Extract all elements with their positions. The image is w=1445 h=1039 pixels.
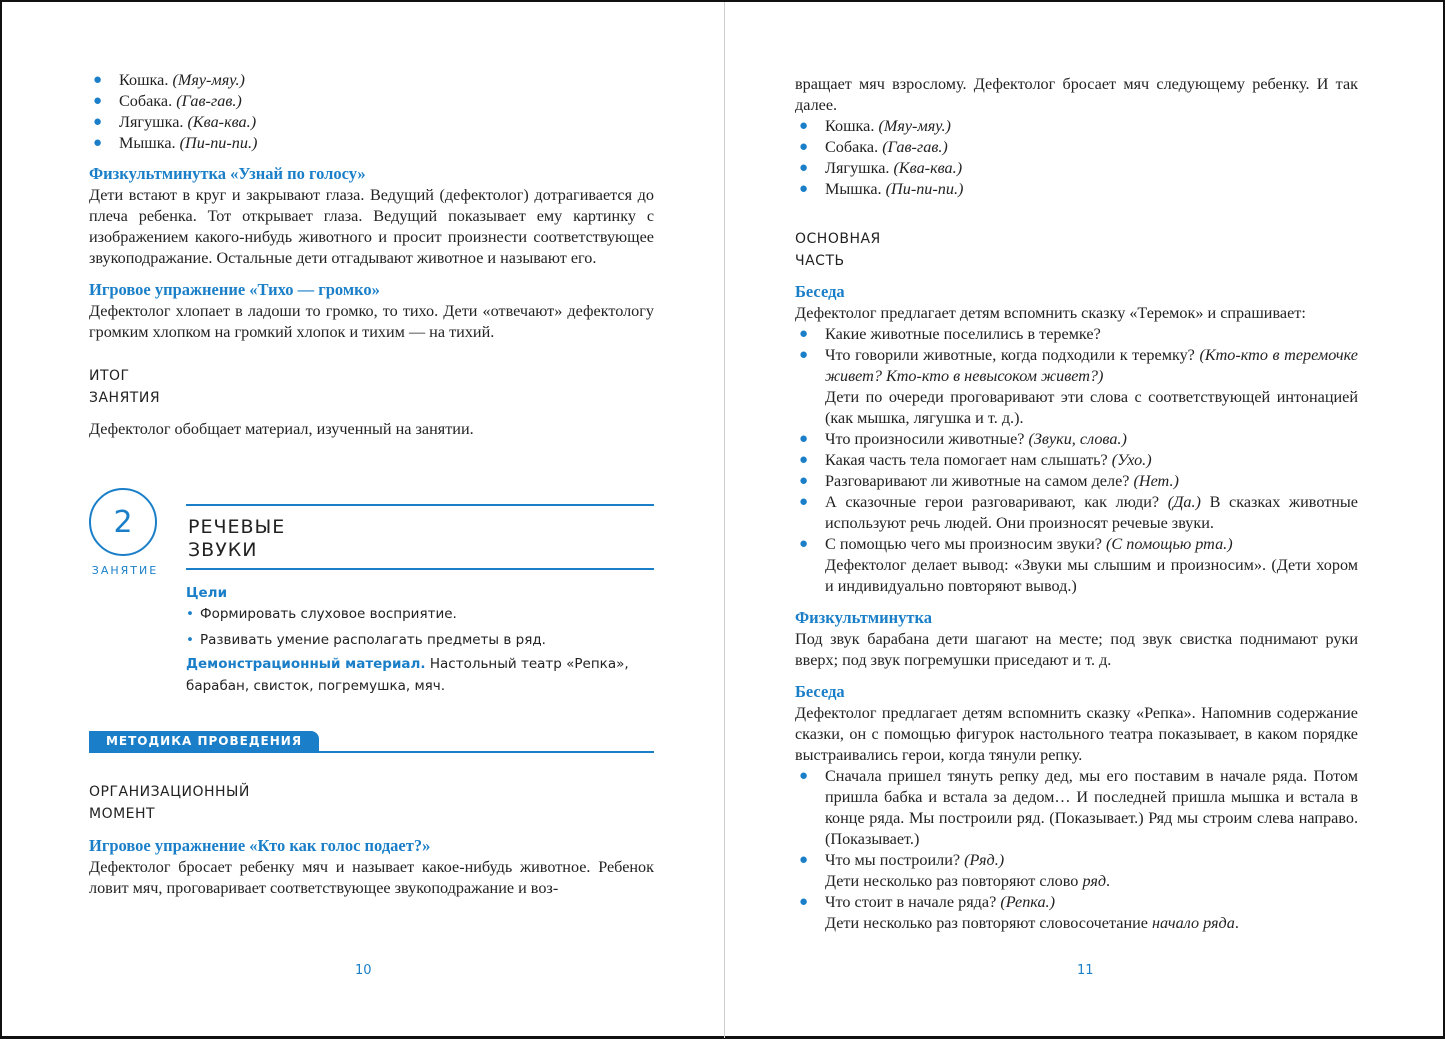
paragraph: Дети по очереди проговаривают эти слова с соответствующей интонацией (как мышка, лягушка и т. д.). xyxy=(825,388,1358,427)
list-item: ● Лягушка. (Ква-ква.) xyxy=(799,159,963,177)
list-item: ● Мышка. (Пи-пи-пи.) xyxy=(799,180,964,198)
lesson-number-badge: 2 xyxy=(89,488,157,556)
list-item: ● Что мы построили? (Ряд.) Дети несколько раз повторяют слово ряд. xyxy=(799,851,1111,890)
list-item: ● Разговаривают ли животные на самом деле? (Нет.) xyxy=(799,472,1179,490)
list-item: ● Какая часть тела помогает нам слышать? (Ухо.) xyxy=(799,451,1152,469)
list-item: ● Собака. (Гав-гав.) xyxy=(93,92,242,110)
page-number: 11 xyxy=(1077,963,1094,978)
bullet-icon: ● xyxy=(799,852,809,868)
bullet-icon: ● xyxy=(799,473,809,489)
list-item: ● Лягушка. (Ква-ква.) xyxy=(93,113,257,131)
list-item: ● Собака. (Гав-гав.) xyxy=(799,138,948,156)
lesson-info xyxy=(186,504,654,697)
list-item: ● Какие животные поселились в теремке? xyxy=(799,325,1101,343)
left-page xyxy=(2,2,724,1038)
bullet-icon: ● xyxy=(799,768,809,784)
section-heading: Беседа xyxy=(795,682,845,701)
list-item: ● Кошка. (Мяу-мяу.) xyxy=(799,117,951,135)
section-heading: Физкультминутка «Узнай по голосу» xyxy=(89,164,366,183)
bullet-icon: ● xyxy=(93,114,103,130)
bullet-icon: ● xyxy=(799,181,809,197)
bullet-icon: ● xyxy=(799,494,809,510)
lesson-title: РЕЧЕВЫЕ ЗВУКИ xyxy=(188,516,286,561)
bullet-icon: ● xyxy=(799,139,809,155)
section-heading: Физкультминутка xyxy=(795,608,932,627)
list-item: ● А сказочные герои разговаривают, как люди? (Да.) В сказках животные используют речь людей. Они произносят речевые звуки. xyxy=(799,493,1358,532)
bullet-icon: ● xyxy=(799,431,809,447)
page-number: 10 xyxy=(355,963,372,978)
list-item: ● Сначала пришел тянуть репку дед, мы его поставим в начале ряда. Потом пришла бабка и встала за дедом… И последней пришла мышка и встала в конце ряда. Мы построили ряд. (Показывает.) Ряд мы строим слева направо. (Показывает.) xyxy=(799,767,1358,848)
goal-item: • Формировать слуховое восприятие. xyxy=(186,605,457,622)
method-tab-label: МЕТОДИКА ПРОВЕДЕНИЯ xyxy=(89,731,319,752)
paragraph: вращает мяч взрослому. Дефектолог бросает мяч следующему ребенку. И так далее. xyxy=(795,75,1358,114)
subsection-heading: ИТОГ ЗАНЯТИЯ xyxy=(89,368,161,406)
list-item: ● Что произносили животные? (Звуки, слова.) xyxy=(799,430,1127,448)
bullet-icon: ● xyxy=(799,452,809,468)
right-page xyxy=(724,2,1445,1038)
bullet-icon: ● xyxy=(799,536,809,552)
bullet-icon: ● xyxy=(93,72,103,88)
question-list xyxy=(795,324,1358,387)
bullet-icon: ● xyxy=(93,135,103,151)
question-list xyxy=(795,429,1358,555)
bullet-icon: ● xyxy=(799,347,809,363)
bullet-icon: • xyxy=(186,605,194,622)
animal-sounds-list xyxy=(795,116,1358,200)
paragraph: Дефектолог бросает ребенку мяч и называет какое-нибудь животное. Ребенок ловит мяч, проговаривает соответствующее звукоподражание и воз- xyxy=(89,858,654,897)
list-item: ● Кошка. (Мяу-мяу.) xyxy=(93,71,245,89)
goals-heading: Цели xyxy=(186,584,228,601)
lesson-header xyxy=(89,504,654,729)
demo-material: Демонстрационный материал. Настольный театр «Репка», барабан, свисток, погремушка, мяч. xyxy=(186,655,629,694)
bullet-icon: ● xyxy=(799,326,809,342)
animal-sounds-list xyxy=(89,70,654,154)
list-item: ● С помощью чего мы произносим звуки? (С помощью рта.) xyxy=(799,535,1233,553)
paragraph: Дефектолог обобщает материал, изученный на занятии. xyxy=(89,420,474,438)
paragraph: Дети встают в круг и закрывают глаза. Ведущий (дефектолог) дотрагивается до плеча ребенка. Тот открывает глаза. Ведущий показывает ему картинку с изображением какого-нибудь животного и просит произнести соответствующее звукоподражание. Остальные дети отгадывают животное и называют его. xyxy=(89,186,654,267)
bullet-icon: • xyxy=(186,631,194,648)
paragraph: Дефектолог предлагает детям вспомнить сказку «Репка». Напомнив содержание сказки, он с помощью фигурок настольного театра показывает, в каком порядке выстраивались герои, когда тянули репку. xyxy=(795,704,1358,764)
list-item: ● Что говорили животные, когда подходили к теремку? (Кто-кто в теремочке живет? Кто-кто в невысоком живет?) xyxy=(799,346,1358,385)
paragraph: Под звук барабана дети шагают на месте; под звук свистка поднимают руки вверх; под звук погремушки приседают и т. д. xyxy=(795,630,1358,669)
paragraph: Дефектолог делает вывод: «Звуки мы слышим и произносим». (Дети хором и индивидуально повторяют вывод.) xyxy=(825,556,1358,595)
paragraph: Дефектолог предлагает детям вспомнить сказку «Теремок» и спрашивает: xyxy=(795,304,1306,322)
subsection-heading: ОРГАНИЗАЦИОННЫЙ МОМЕНТ xyxy=(89,784,250,822)
bullet-icon: ● xyxy=(799,894,809,910)
goal-item: • Развивать умение располагать предметы в ряд. xyxy=(186,631,546,648)
section-heading: Игровое упражнение «Тихо — громко» xyxy=(89,280,380,299)
right-page-content xyxy=(795,74,1358,934)
statement-list xyxy=(795,766,1358,934)
bullet-icon: ● xyxy=(799,118,809,134)
section-heading: Беседа xyxy=(795,282,845,301)
subsection-heading: ОСНОВНАЯ ЧАСТЬ xyxy=(795,231,881,269)
section-heading: Игровое упражнение «Кто как голос подает?» xyxy=(89,836,431,855)
bullet-icon: ● xyxy=(799,160,809,176)
method-tab xyxy=(89,731,654,753)
list-item: ● Что стоит в начале ряда? (Репка.) Дети несколько раз повторяют словосочетание начало ряда. xyxy=(799,893,1239,932)
left-page-content xyxy=(89,70,654,899)
lesson-label: ЗАНЯТИЕ xyxy=(91,564,159,577)
list-item: ● Мышка. (Пи-пи-пи.) xyxy=(93,134,258,152)
divider xyxy=(186,568,654,570)
paragraph: Дефектолог хлопает в ладоши то громко, то тихо. Дети «отвечают» дефектологу громким хлопком на громкий хлопок и тихим — на тихий. xyxy=(89,302,654,341)
bullet-icon: ● xyxy=(93,93,103,109)
